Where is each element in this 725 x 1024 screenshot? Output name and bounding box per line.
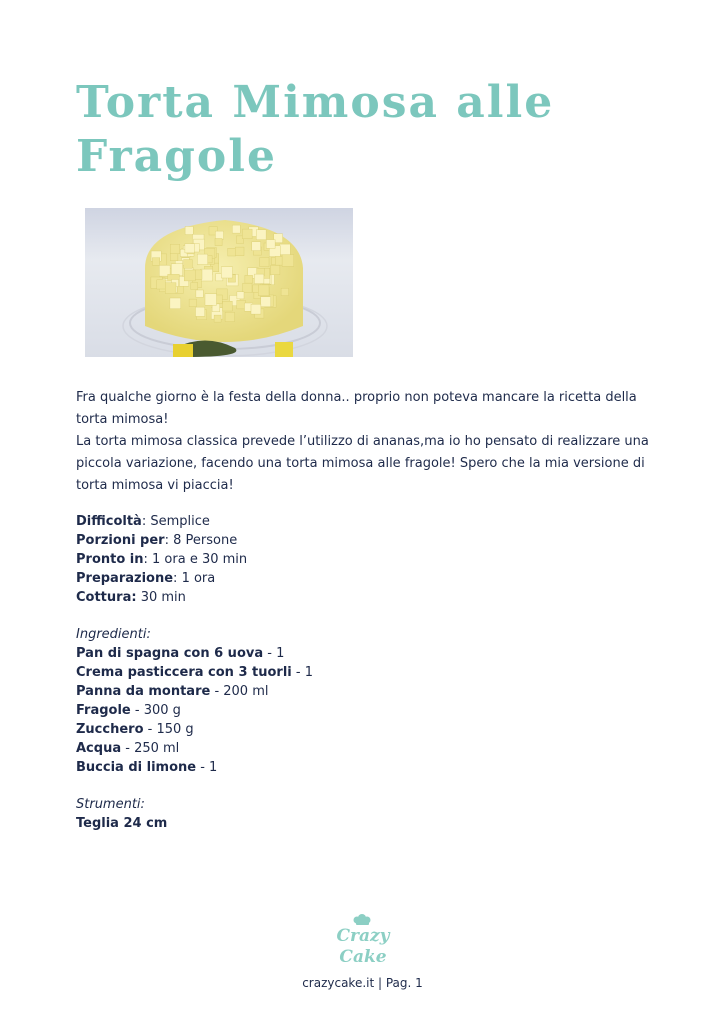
ingredient-name: Zucchero — [76, 722, 144, 737]
ingredient-name: Crema pasticcera con 3 tuorli — [76, 665, 292, 680]
ingredient-name: Buccia di limone — [76, 760, 197, 775]
meta-label: Difficoltà — [76, 514, 142, 529]
ingredient-qty: - 250 ml — [121, 741, 180, 756]
meta-sep: : — [164, 533, 174, 548]
meta-value: 1 ora e 30 min — [152, 552, 248, 567]
intro-text — [76, 387, 656, 497]
meta-prep — [76, 569, 656, 588]
ingredient-qty: - 200 ml — [210, 684, 269, 699]
ingredient-item — [76, 739, 656, 758]
ingredient-qty: - 1 — [263, 646, 285, 661]
meta-label: Porzioni per — [76, 533, 165, 548]
ingredients-label: Ingredienti: — [76, 627, 151, 642]
ingredient-item — [76, 720, 656, 739]
meta-ready-in — [76, 550, 656, 569]
page-title: Torta Mimosa alle Fragole — [76, 77, 555, 182]
meta-sep: : — [143, 552, 153, 567]
ingredient-item — [76, 701, 656, 720]
meta-servings — [76, 531, 656, 550]
meta-value: 1 ora — [181, 571, 216, 586]
ingredient-name: Acqua — [76, 741, 122, 756]
ingredients-list — [76, 644, 656, 777]
ingredient-qty: - 150 g — [143, 722, 194, 737]
ingredient-name: Panna da montare — [76, 684, 211, 699]
ingredient-item — [76, 758, 656, 777]
intro-paragraph: La torta mimosa classica prevede l’utilizzo di ananas,ma io ho pensato di realizzare una piccola variazione, facendo una torta mimosa alle fragole! Spero che la mia versione di torta mimosa vi piaccia! — [76, 434, 649, 493]
tool-item — [76, 814, 656, 833]
ingredient-name: Pan di spagna con 6 uova — [76, 646, 264, 661]
meta-label: Preparazione — [76, 571, 174, 586]
meta-sep: : — [141, 514, 151, 529]
ingredient-item — [76, 663, 656, 682]
recipe-content — [76, 387, 656, 833]
ingredient-name: Fragole — [76, 703, 131, 718]
page-footer — [0, 912, 725, 990]
intro-paragraph: Fra qualche giorno è la festa della donna.. proprio non poteva mancare la ricetta della torta mimosa! — [76, 390, 637, 427]
tools-label: Strumenti: — [76, 797, 145, 812]
ingredient-item — [76, 644, 656, 663]
tool-name: Teglia 24 cm — [76, 816, 168, 831]
crazycake-logo — [331, 912, 395, 972]
meta-label: Pronto in — [76, 552, 144, 567]
meta-sep: : — [173, 571, 182, 586]
ingredient-item — [76, 682, 656, 701]
meta-value: 8 Persone — [173, 533, 238, 548]
meta-cooking — [76, 588, 656, 607]
meta-value: Semplice — [150, 514, 210, 529]
ingredient-qty: - 300 g — [130, 703, 181, 718]
logo-text-crazy: Crazy — [335, 926, 390, 946]
ingredient-qty: - 1 — [291, 665, 313, 680]
cake-photo — [85, 208, 353, 357]
recipe-meta — [76, 512, 656, 607]
meta-value: 30 min — [140, 590, 186, 605]
meta-label: Cottura: — [76, 590, 137, 605]
meta-difficulty — [76, 512, 656, 531]
footer-text: crazycake.it | Pag. 1 — [302, 976, 423, 990]
logo-text-cake: Cake — [338, 947, 387, 967]
ingredient-qty: - 1 — [196, 760, 218, 775]
